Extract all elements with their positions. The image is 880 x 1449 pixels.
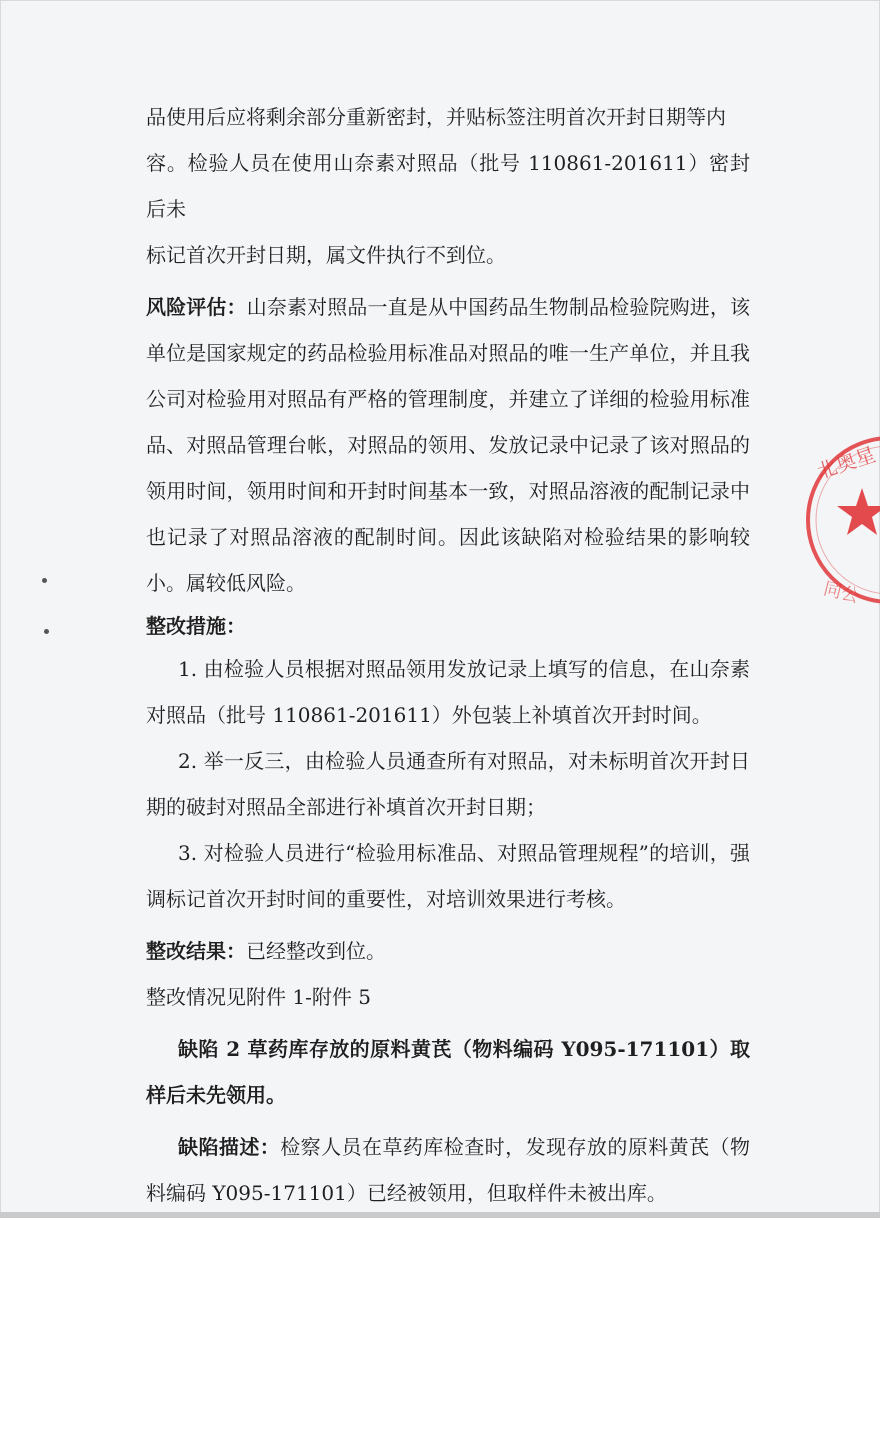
company-seal [800, 420, 880, 620]
result-paragraph [146, 928, 750, 974]
defect-description-label: 缺陷描述： [178, 1135, 281, 1159]
document-body [146, 94, 750, 1216]
svg-text:同公: 同公 [821, 578, 862, 608]
continuation-line: 容。检验人员在使用山奈素对照品（批号 110861-201611）密封后未 [146, 151, 750, 221]
corrective-measure-item: 2. 举一反三，由检验人员通查所有对照品，对未标明首次开封日期的破封对照品全部进行补填首次开封日期； [146, 749, 750, 819]
svg-text:北奥星: 北奥星 [813, 442, 879, 484]
defect-2-description [146, 1124, 750, 1216]
defect-2-title: 缺陷 2 草药库存放的原料黄芪（物料编码 Y095-171101）取样后未先领用。 [146, 1037, 750, 1107]
defect-description-text: 检察人员在草药库检查时，发现存放的原料黄芪（物料编码 Y095-171101）已经被领用，但取样件未被出库。 [146, 1135, 751, 1205]
result-label: 整改结果： [146, 939, 246, 963]
continuation-line: 标记首次开封日期，属文件执行不到位。 [146, 243, 506, 267]
risk-assessment-label: 风险评估： [146, 295, 247, 319]
corrective-measure-item: 3. 对检验人员进行“检验用标准品、对照品管理规程”的培训，强调标记首次开封时间的重要性，对培训效果进行考核。 [146, 841, 750, 911]
risk-assessment-paragraph [146, 284, 750, 606]
corrective-measures-label: 整改措施： [146, 614, 246, 638]
continuation-line: 品使用后应将剩余部分重新密封，并贴标签注明首次开封日期等内 [146, 105, 726, 129]
risk-assessment-text: 山奈素对照品一直是从中国药品生物制品检验院购进，该单位是国家规定的药品检验用标准品对照品的唯一生产单位，并且我公司对检验用对照品有严格的管理制度，并建立了详细的检验用标准品、对照品管理台帐，对照品的领用、发放记录中记录了该对照品的领用时间，领用时间和开封时间基本一致，对照品溶液的配制记录中也记录了对照品溶液的配制时间。因此该缺陷对检验结果的影响较小。属较低风险。 [146, 295, 751, 595]
attachment-note: 整改情况见附件 1-附件 5 [146, 985, 371, 1009]
binding-hole-mark [42, 578, 47, 583]
binding-hole-mark [44, 629, 49, 634]
corrective-measure-item: 1. 由检验人员根据对照品领用发放记录上填写的信息，在山奈素对照品（批号 110861-201611）外包装上补填首次开封时间。 [146, 657, 750, 727]
result-text: 已经整改到位。 [246, 939, 386, 963]
